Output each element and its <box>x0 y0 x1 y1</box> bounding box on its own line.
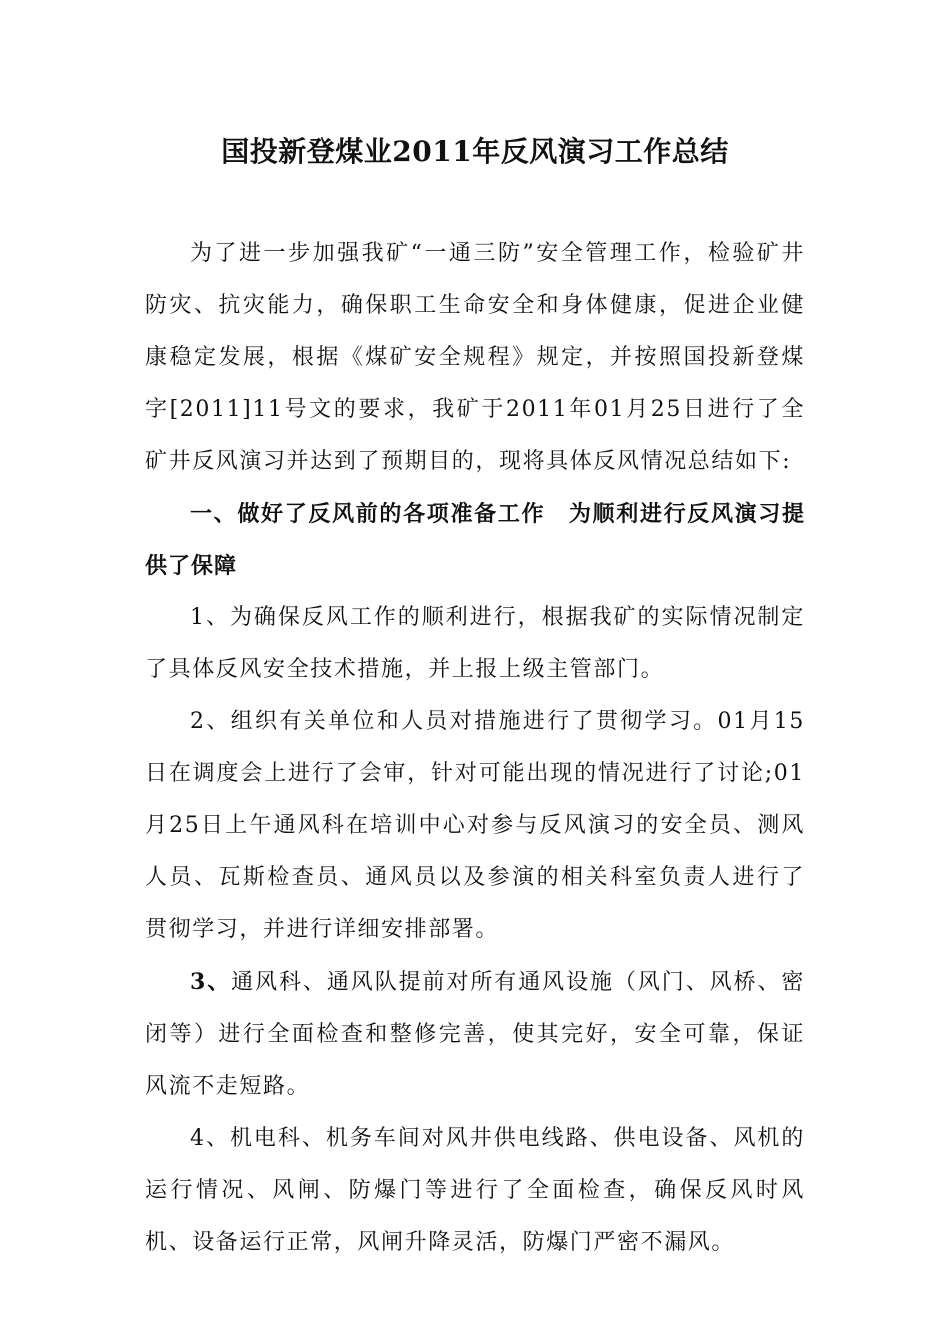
item-3-text: 通风科、通风队提前对所有通风设施（风门、风桥、密闭等）进行全面检查和整修完善，使其完好，安全可靠，保证风流不走短路。 <box>145 970 805 1099</box>
item-3-number: 3、 <box>190 969 232 995</box>
intro-paragraph: 为了进一步加强我矿“一通三防”安全管理工作，检验矿井防灾、抗灾能力，确保职工生命安全和身体健康，促进企业健康稳定发展，根据《煤矿安全规程》规定，并按照国投新登煤字[2011]11号文的要求，我矿于2011年01月25日进行了全矿井反风演习并达到了预期目的，现将具体反风情况总结如下: <box>145 241 805 474</box>
item-2-paragraph: 2、组织有关单位和人员对措施进行了贯彻学习。01月15日在调度会上进行了会审，针对可能出现的情况进行了讨论;01月25日上午通风科在培训中心对参与反风演习的安全员、测风人员、瓦斯检查员、通风员以及参演的相关科室负责人进行了贯彻学习，并进行详细安排部署。 <box>145 709 805 942</box>
item-3-paragraph <box>145 956 805 1113</box>
document-body <box>145 228 805 1269</box>
document-title: 国投新登煤业2011年反风演习工作总结 <box>221 135 729 168</box>
section-1-heading: 一、做好了反风前的各项准备工作 为顺利进行反风演习提供了保障 <box>145 501 805 579</box>
item-1-paragraph: 1、为确保反风工作的顺利进行，根据我矿的实际情况制定了具体反风安全技术措施，并上报上级主管部门。 <box>145 605 805 682</box>
item-4-paragraph: 4、机电科、机务车间对风井供电线路、供电设备、风机的运行情况、风闸、防爆门等进行了全面检查，确保反风时风机、设备运行正常，风闸升降灵活，防爆门严密不漏风。 <box>145 1126 805 1255</box>
